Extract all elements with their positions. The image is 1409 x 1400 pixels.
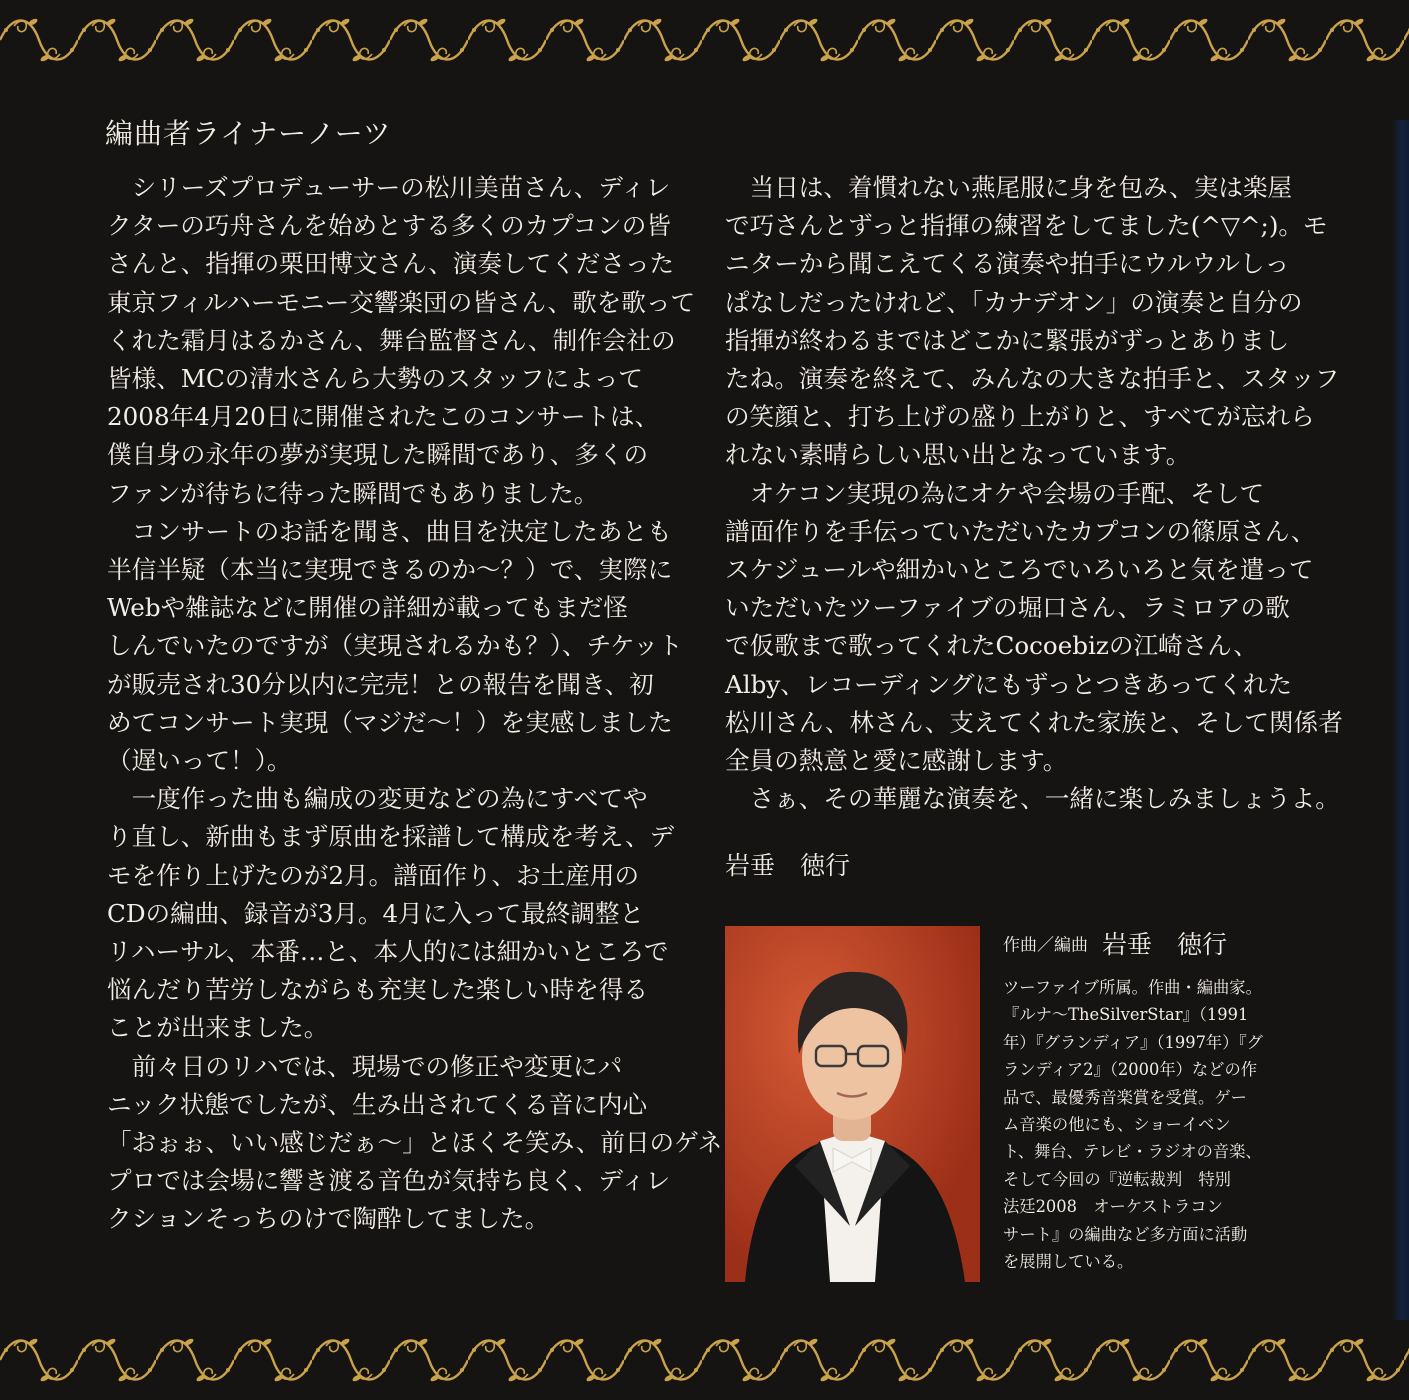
portrait-photo [725,926,980,1282]
text-line: ニターから聞こえてくる演奏や拍手にウルウルしっ [725,249,1290,279]
bio-line: そして今回の『逆転裁判 特別 [1003,1169,1231,1189]
text-line: さんと、指揮の栗田博文さん、演奏してくださった [107,249,675,279]
bio-line: 年）『グランディア』（1997年）『グ [1003,1032,1263,1052]
bio-line: ム音楽の他にも、ショーイベン [1003,1115,1231,1135]
text-line: オケコン実現の為にオケや会場の手配、そして [725,478,1265,508]
text-line: Webや雑誌などに開催の詳細が載ってもまだ怪 [107,593,628,623]
bio-line: 品で、最優秀音楽賞を受賞。ゲー [1003,1087,1247,1107]
text-line: めてコンサート実現（マジだ～！）を実感しました [107,707,673,737]
composer-credit [1003,925,1227,961]
text-line: 悩んだり苦労しながらも充実した楽しい時を得る [107,975,649,1005]
text-line: 東京フィルハーモニー交響楽団の皆さん、歌を歌って [107,287,696,317]
credit-role: 作曲／編曲 [1003,935,1088,956]
liner-notes-left-column [107,169,722,1239]
bio-line: ト、舞台、テレビ・ラジオの音楽、 [1003,1142,1262,1162]
bio-line: 法廷2008 オーケストラコン [1003,1197,1223,1217]
text-line: プロでは会場に響き渡る音色が気持ち良く、ディレ [107,1166,671,1196]
text-line: たね。演奏を終えて、みんなの大きな拍手と、スタッフ [725,364,1340,394]
text-line: が販売され30分以内に完売！との報告を聞き、初 [107,669,654,699]
text-line: CDの編曲、録音が3月。4月に入って最終調整と [107,898,645,928]
ornamental-border-top-icon [0,8,1409,72]
text-line: クターの巧舟さんを始めとする多くのカプコンの皆 [107,211,671,241]
text-line: さぁ、その華麗な演奏を、一緒に楽しみましょうよ。 [725,784,1340,814]
text-line: ファンが待ちに待った瞬間でもありました。 [107,478,599,508]
text-line: ことが出来ました。 [107,1013,329,1043]
text-line: 一度作った曲も編成の変更などの為にすべてや [107,784,648,814]
text-line: れない素晴らしい思い出となっています。 [725,440,1191,470]
ornamental-border-bottom-icon [0,1328,1409,1392]
portrait-icon [725,926,980,1282]
text-line: 皆様、MCの清水さんら大勢のスタッフによって [107,364,643,394]
text-line: Alby、レコーディングにもずっとつきあってくれた [725,669,1293,699]
text-line: 僕自身の永年の夢が実現した瞬間であり、多くの [107,440,649,470]
text-line: シリーズプロデューサーの松川美苗さん、ディレ [107,173,671,202]
text-line: 指揮が終わるまではどこかに緊張がずっとありまし [725,325,1290,355]
text-line: 譜面作りを手伝っていただいたカプコンの篠原さん、 [725,516,1316,546]
text-line: で仮歌まで歌ってくれたCocoebizの江崎さん、 [725,631,1258,661]
text-line: （遅いって！）。 [107,746,292,776]
page-title: 編曲者ライナーノーツ [105,117,392,150]
text-line: しんでいたのですが（実現されるかも？）、チケット [107,631,683,661]
text-line: 前々日のリハでは、現場での修正や変更にパ [107,1051,623,1081]
text-line: ニック状態でしたが、生み出されてくる音に内心 [107,1089,648,1119]
text-line: リハーサル、本番…と、本人的には細かいところで [107,937,669,967]
bio-line: を展開している。 [1003,1252,1134,1272]
text-line: で巧さんとずっと指揮の練習をしてました(^▽^;)。モ [725,211,1328,241]
text-line: り直し、新曲もまず原曲を採譜して構成を考え、デ [107,822,675,852]
bio-line: サート』の編曲など多方面に活動 [1003,1224,1248,1244]
text-line: 「おぉぉ、いい感じだぁ～」とほくそ笑み、前日のゲネ [107,1128,723,1158]
text-line: クションそっちのけで陶酔してました。 [107,1204,550,1234]
text-line: いただいたツーファイブの堀口さん、ラミロアの歌 [725,593,1290,623]
text-line: の笑顔と、打ち上げの盛り上がりと、すべてが忘れら [725,402,1315,432]
text-line: 当日は、着慣れない燕尾服に身を包み、実は楽屋 [725,173,1293,202]
text-line: 半信半疑（本当に実現できるのか～？）で、実際に [107,555,673,585]
liner-notes-right-column [725,169,1343,818]
composer-bio [1003,974,1303,1275]
text-line: 2008年4月20日に開催されたこのコンサートは、 [107,402,660,432]
text-line: ぱなしだったけれど、「カナデオン」の演奏と自分の [725,287,1303,317]
text-line: コンサートのお話を聞き、曲目を決定したあとも [107,516,672,546]
credit-name: 岩垂 徳行 [1102,930,1228,959]
text-line: スケジュールや細かいところでいろいろと気を遣って [725,555,1314,585]
page-edge-strip [1391,120,1409,1320]
bio-line: ツーファイブ所属。作曲・編曲家。 [1003,978,1262,997]
bio-line: 『ルナ～TheSilverStar』（1991 [1003,1005,1249,1025]
text-line: 全員の熱意と愛に感謝します。 [725,746,1068,776]
text-line: くれた霜月はるかさん、舞台監督さん、制作会社の [107,325,676,355]
text-line: モを作り上げたのが2月。譜面作り、お土産用の [107,860,640,890]
author-signature: 岩垂 徳行 [725,851,851,880]
text-line: 松川さん、林さん、支えてくれた家族と、そして関係者 [725,707,1343,737]
bio-line: ランディア2』（2000年）などの作 [1003,1060,1258,1080]
